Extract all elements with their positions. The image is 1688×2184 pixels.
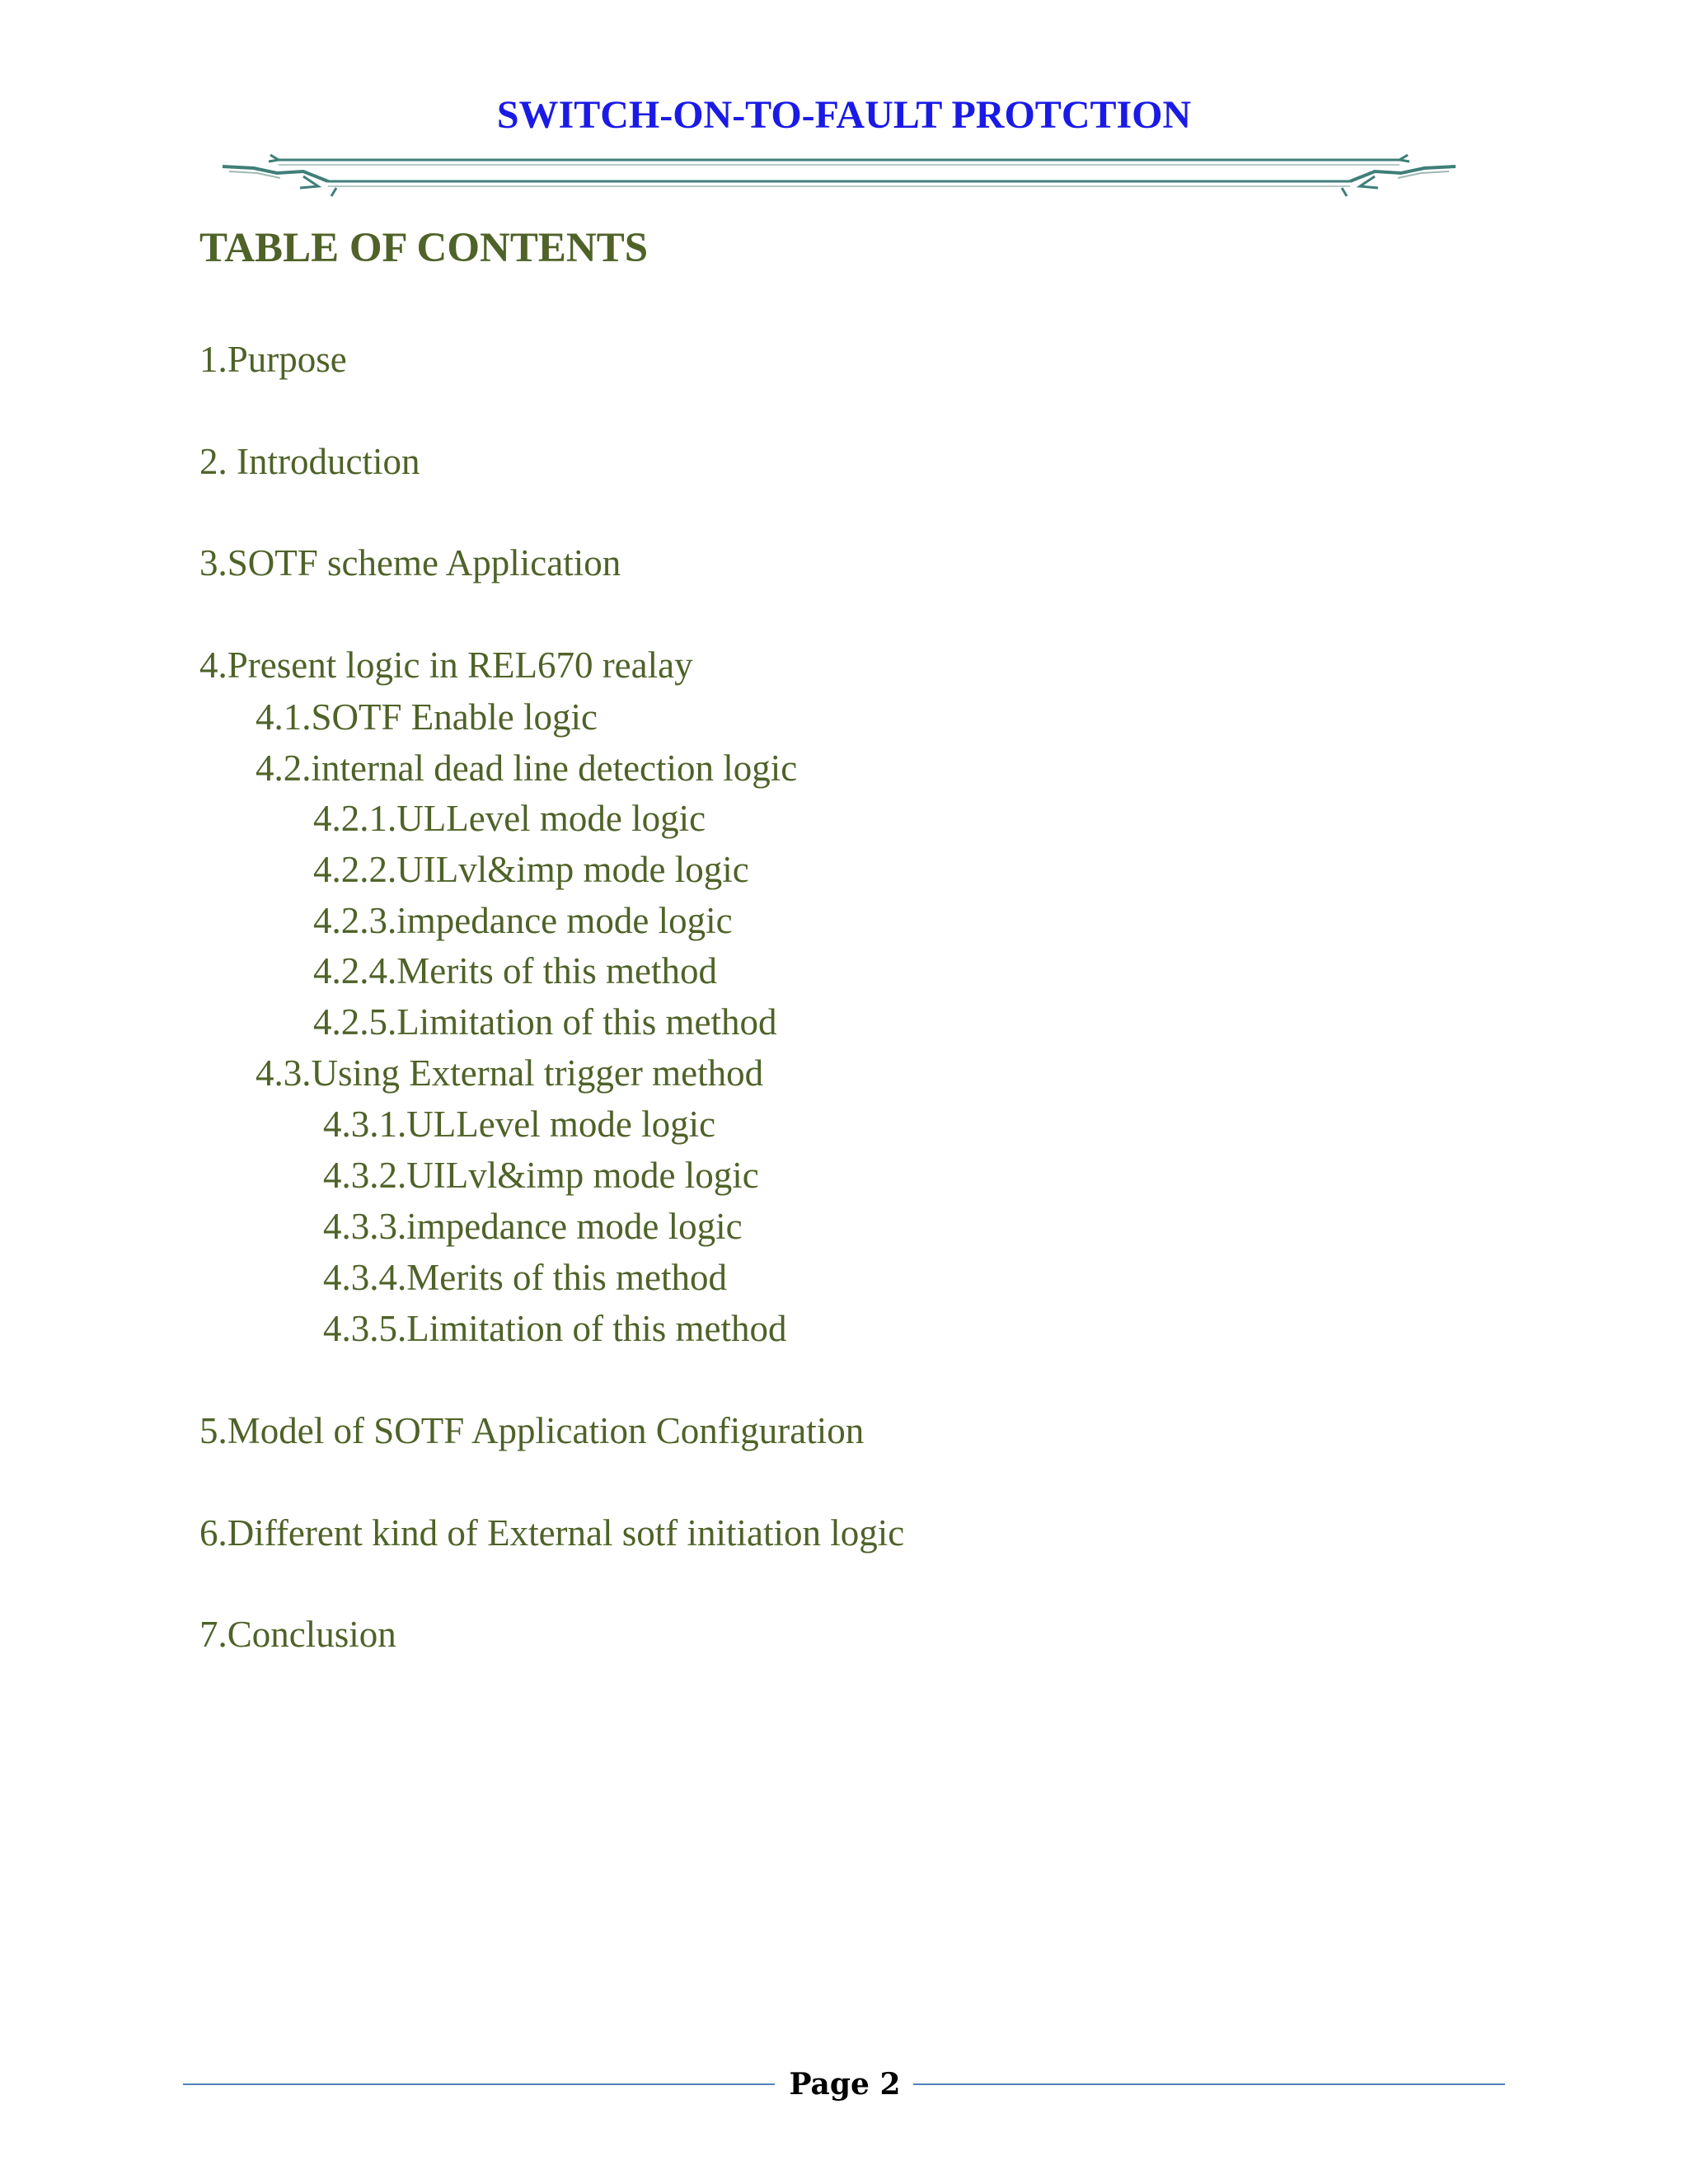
toc-entry: 4.1.SOTF Enable logic	[256, 696, 598, 738]
toc-entry: 4.2.internal dead line detection logic	[256, 748, 798, 789]
page-number: Page 2	[789, 2067, 901, 2102]
toc-entry: 4.2.1.ULLevel mode logic	[313, 798, 706, 839]
toc-entry: 3.SOTF scheme Application	[199, 542, 621, 583]
toc-entry: 4.Present logic in REL670 realay	[199, 644, 693, 686]
toc-entry: 4.2.3.impedance mode logic	[313, 900, 733, 941]
footer-rule-right	[913, 2083, 1505, 2085]
toc-heading: TABLE OF CONTENTS	[199, 225, 649, 271]
footer-rule-left	[183, 2083, 775, 2085]
toc-entry: 4.3.5.Limitation of this method	[323, 1308, 787, 1349]
toc-entry: 4.2.5.Limitation of this method	[313, 1001, 777, 1043]
toc-entry: 7.Conclusion	[199, 1614, 396, 1655]
toc-entry: 4.3.3.impedance mode logic	[323, 1206, 743, 1247]
document-header-title: SWITCH-ON-TO-FAULT PROTCTION	[496, 93, 1192, 137]
toc-entry: 4.3.4.Merits of this method	[323, 1257, 727, 1298]
toc-entry: 5.Model of SOTF Application Configuration	[199, 1410, 865, 1451]
toc-entry: 4.2.2.UILvl&imp mode logic	[313, 849, 749, 890]
toc-entry: 4.3.1.ULLevel mode logic	[323, 1104, 716, 1145]
toc-entry: 4.3.2.UILvl&imp mode logic	[323, 1155, 759, 1196]
toc-entry: 4.2.4.Merits of this method	[313, 950, 717, 991]
toc-entry: 1.Purpose	[199, 339, 347, 380]
toc-entry: 2. Introduction	[199, 441, 420, 482]
toc-entry: 4.3.Using External trigger method	[256, 1052, 764, 1094]
toc-entry: 6.Different kind of External sotf initiation logic	[199, 1512, 905, 1554]
